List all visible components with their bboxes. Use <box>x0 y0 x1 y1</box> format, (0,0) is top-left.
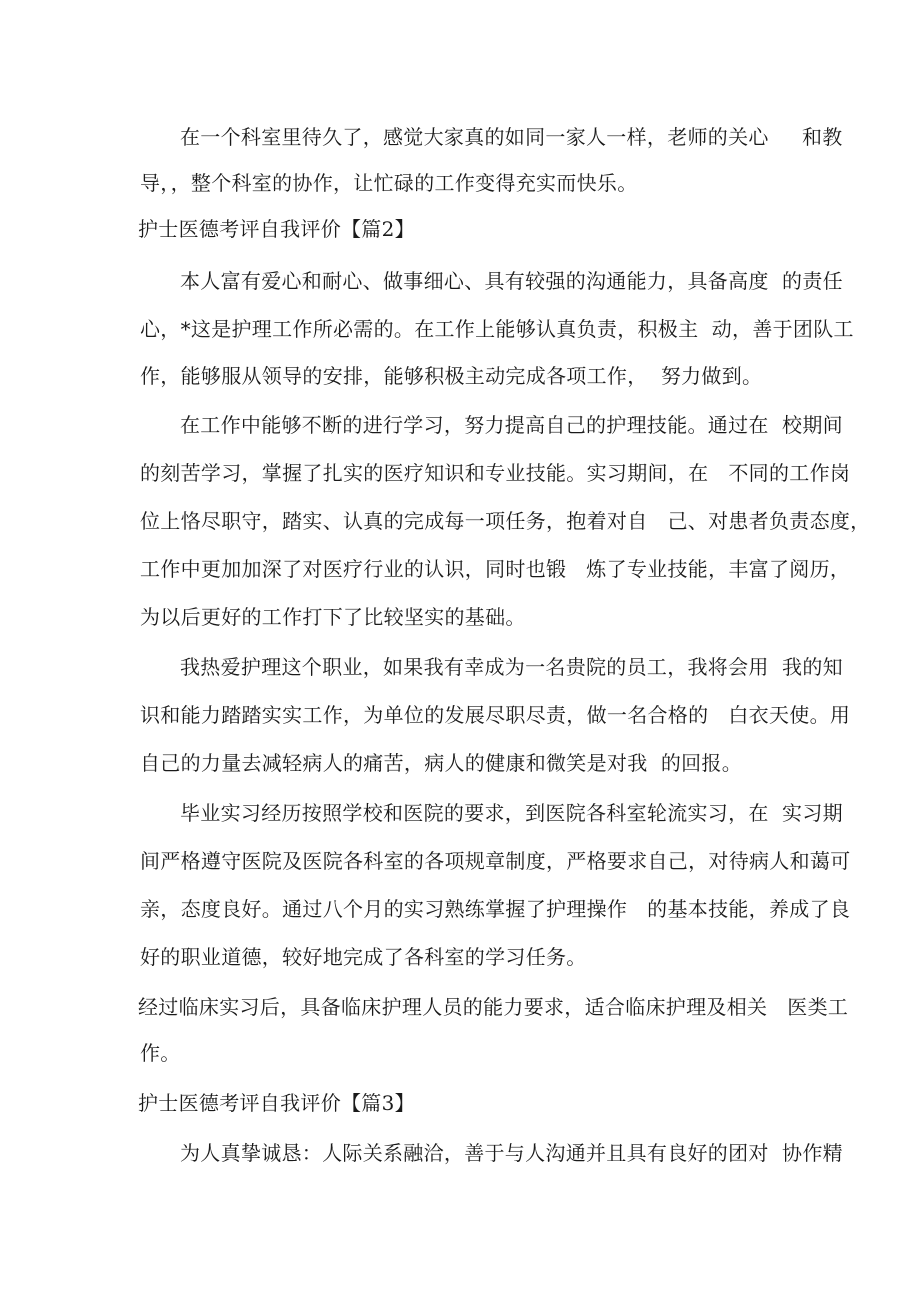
para2-line3: 作，能够服从领导的安排，能够积极主动完成各项工作， 努力做到。 <box>140 364 763 388</box>
para5-line2: 间严格遵守医院及医院各科室的各项规章制度，严格要求自己，对待病人和蔼可 <box>140 849 851 873</box>
para3-line3: 位上恪尽职守，踏实、认真的完成每一项任务，抱着对自 己、对患者负责态度， <box>140 509 871 533</box>
para5-line3: 亲，态度良好。通过八个月的实习熟练掌握了护理操作 的基本技能，养成了良 <box>140 897 851 921</box>
heading-section-3: 护士医德考评自我评价【篇3】 <box>138 1091 415 1115</box>
para2-line2: 心，*这是护理工作所必需的。在工作上能够认真负责，积极主 动，善于团队工 <box>140 317 854 341</box>
para1-line2: 导，，整个科室的协作，让忙碌的工作变得充实而快乐。 <box>140 171 638 195</box>
para4-line3: 自己的力量去减轻病人的痛苦，病人的健康和微笑是对我 的回报。 <box>140 751 743 775</box>
para5-line1: 毕业实习经历按照学校和医院的要求，到医院各科室轮流实习，在 实习期 <box>180 801 843 825</box>
para5-line4: 好的职业道德，较好地完成了各科室的学习任务。 <box>140 945 587 969</box>
para3-line1: 在工作中能够不断的进行学习，努力提高自己的护理技能。通过在 校期间 <box>180 413 843 437</box>
para3-line2: 的刻苦学习，掌握了扎实的医疗知识和专业技能。实习期间，在 不同的工作岗 <box>140 461 851 485</box>
para6-line1: 经过临床实习后，具备临床护理人员的能力要求，适合临床护理及相关 医类工 <box>138 995 849 1019</box>
para3-line4: 工作中更加加深了对医疗行业的认识，同时也锻 炼了专业技能，丰富了阅历， <box>140 557 851 581</box>
para6-line2: 作。 <box>140 1041 181 1065</box>
para7-line1: 为人真挚诚恳：人际关系融洽，善于与人沟通并且具有良好的团对 协作精 <box>180 1141 843 1165</box>
para2-line1: 本人富有爱心和耐心、做事细心、具有较强的沟通能力，具备高度 的责任 <box>180 269 843 293</box>
para1-line1: 在一个科室里待久了，感觉大家真的如同一家人一样，老师的关心 和教 <box>180 125 843 149</box>
para4-line2: 识和能力踏踏实实工作，为单位的发展尽职尽责，做一名合格的 白衣天使。用 <box>140 703 851 727</box>
heading-section-2: 护士医德考评自我评价【篇2】 <box>138 217 415 241</box>
para4-line1: 我热爱护理这个职业，如果我有幸成为一名贵院的员工，我将会用 我的知 <box>180 655 843 679</box>
para3-line5: 为以后更好的工作打下了比较坚实的基础。 <box>140 605 526 629</box>
